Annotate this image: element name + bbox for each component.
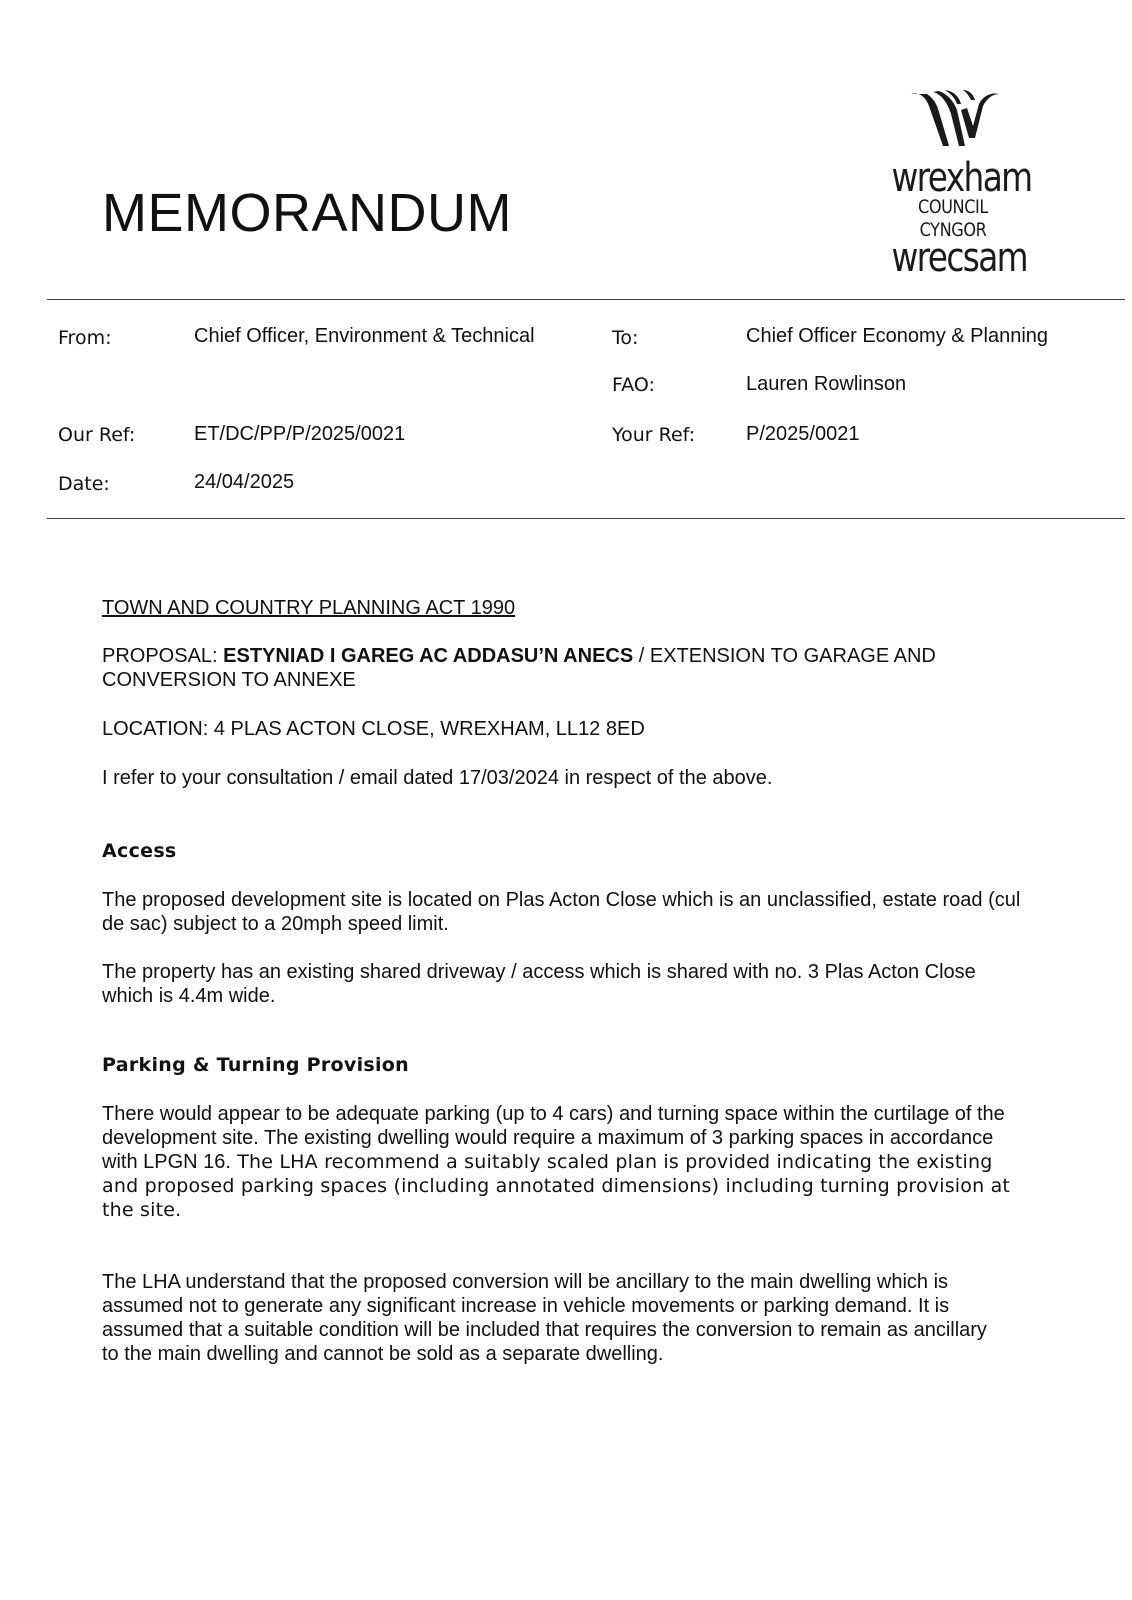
logo-text-cyngor: CYNGOR	[919, 219, 987, 241]
proposal-prefix: PROPOSAL:	[102, 645, 224, 667]
intro-text: I refer to your consultation / email dated 17/03/2024 in respect of the above.	[102, 767, 773, 789]
your-ref-label: Your Ref:	[612, 424, 696, 446]
logo-text-council: COUNCIL	[918, 196, 988, 218]
act-title: TOWN AND COUNTRY PLANNING ACT 1990	[102, 597, 516, 619]
fao-value: Lauren Rowlinson	[746, 373, 907, 395]
page-title: MEMORANDUM	[102, 183, 512, 243]
proposal-english: / EXTENSION TO GARAGE AND CONVERSION TO ANNEXE	[102, 645, 936, 691]
parking-paragraph-1-part-a: There would appear to be adequate parking (up to 4 cars) and turning space within the curtilage of the development site. The existing dwelling would require a maximum of 3 parking spaces in accordance with LPGN 16.	[102, 1103, 1005, 1173]
logo-text-wrecsam: wrecsam	[891, 235, 1027, 281]
parking-heading: Parking & Turning Provision	[102, 1054, 409, 1076]
to-label: To:	[612, 327, 639, 349]
access-paragraph-2: The property has an existing shared driveway / access which is shared with no. 3 Plas Acton Close which is 4.4m wide.	[102, 961, 976, 1007]
to-value: Chief Officer Economy & Planning	[746, 325, 1049, 347]
location-text: LOCATION: 4 PLAS ACTON CLOSE, WREXHAM, LL12 8ED	[102, 718, 645, 740]
our-ref-value: ET/DC/PP/P/2025/0021	[194, 423, 406, 445]
logo-text-wrexham: wrexham	[891, 155, 1032, 201]
parking-paragraph-1	[102, 1102, 1027, 1222]
council-logo	[878, 88, 1032, 281]
access-heading: Access	[102, 840, 177, 862]
date-label: Date:	[58, 473, 110, 495]
parking-paragraph-2: The LHA understand that the proposed conversion will be ancillary to the main dwelling which is assumed not to generate any significant increase in vehicle movements or parking demand. It is assumed that a suitable condition will be included that requires the conversion to remain as ancillary to the main dwelling and cannot be sold as a separate dwelling.	[102, 1271, 987, 1365]
your-ref-value: P/2025/0021	[746, 423, 860, 445]
council-emblem-icon	[903, 88, 1003, 158]
header-top-divider	[47, 299, 1125, 300]
parking-paragraph-1-part-b: The LHA recommend a suitably scaled plan is provided indicating the existing and proposed parking spaces (including annotated dimensions) including turning provision at the site.	[102, 1151, 1011, 1221]
header-bottom-divider	[47, 518, 1125, 519]
access-paragraph-1: The proposed development site is located on Plas Acton Close which is an unclassified, estate road (cul de sac) subject to a 20mph speed limit.	[102, 889, 1021, 935]
date-value: 24/04/2025	[194, 471, 295, 493]
from-value: Chief Officer, Environment & Technical	[194, 325, 535, 347]
proposal-text	[102, 644, 982, 692]
our-ref-label: Our Ref:	[58, 424, 136, 446]
fao-label: FAO:	[612, 374, 655, 396]
from-label: From:	[58, 327, 112, 349]
proposal-welsh: ESTYNIAD I GAREG AC ADDASU’N ANECS	[223, 645, 634, 667]
